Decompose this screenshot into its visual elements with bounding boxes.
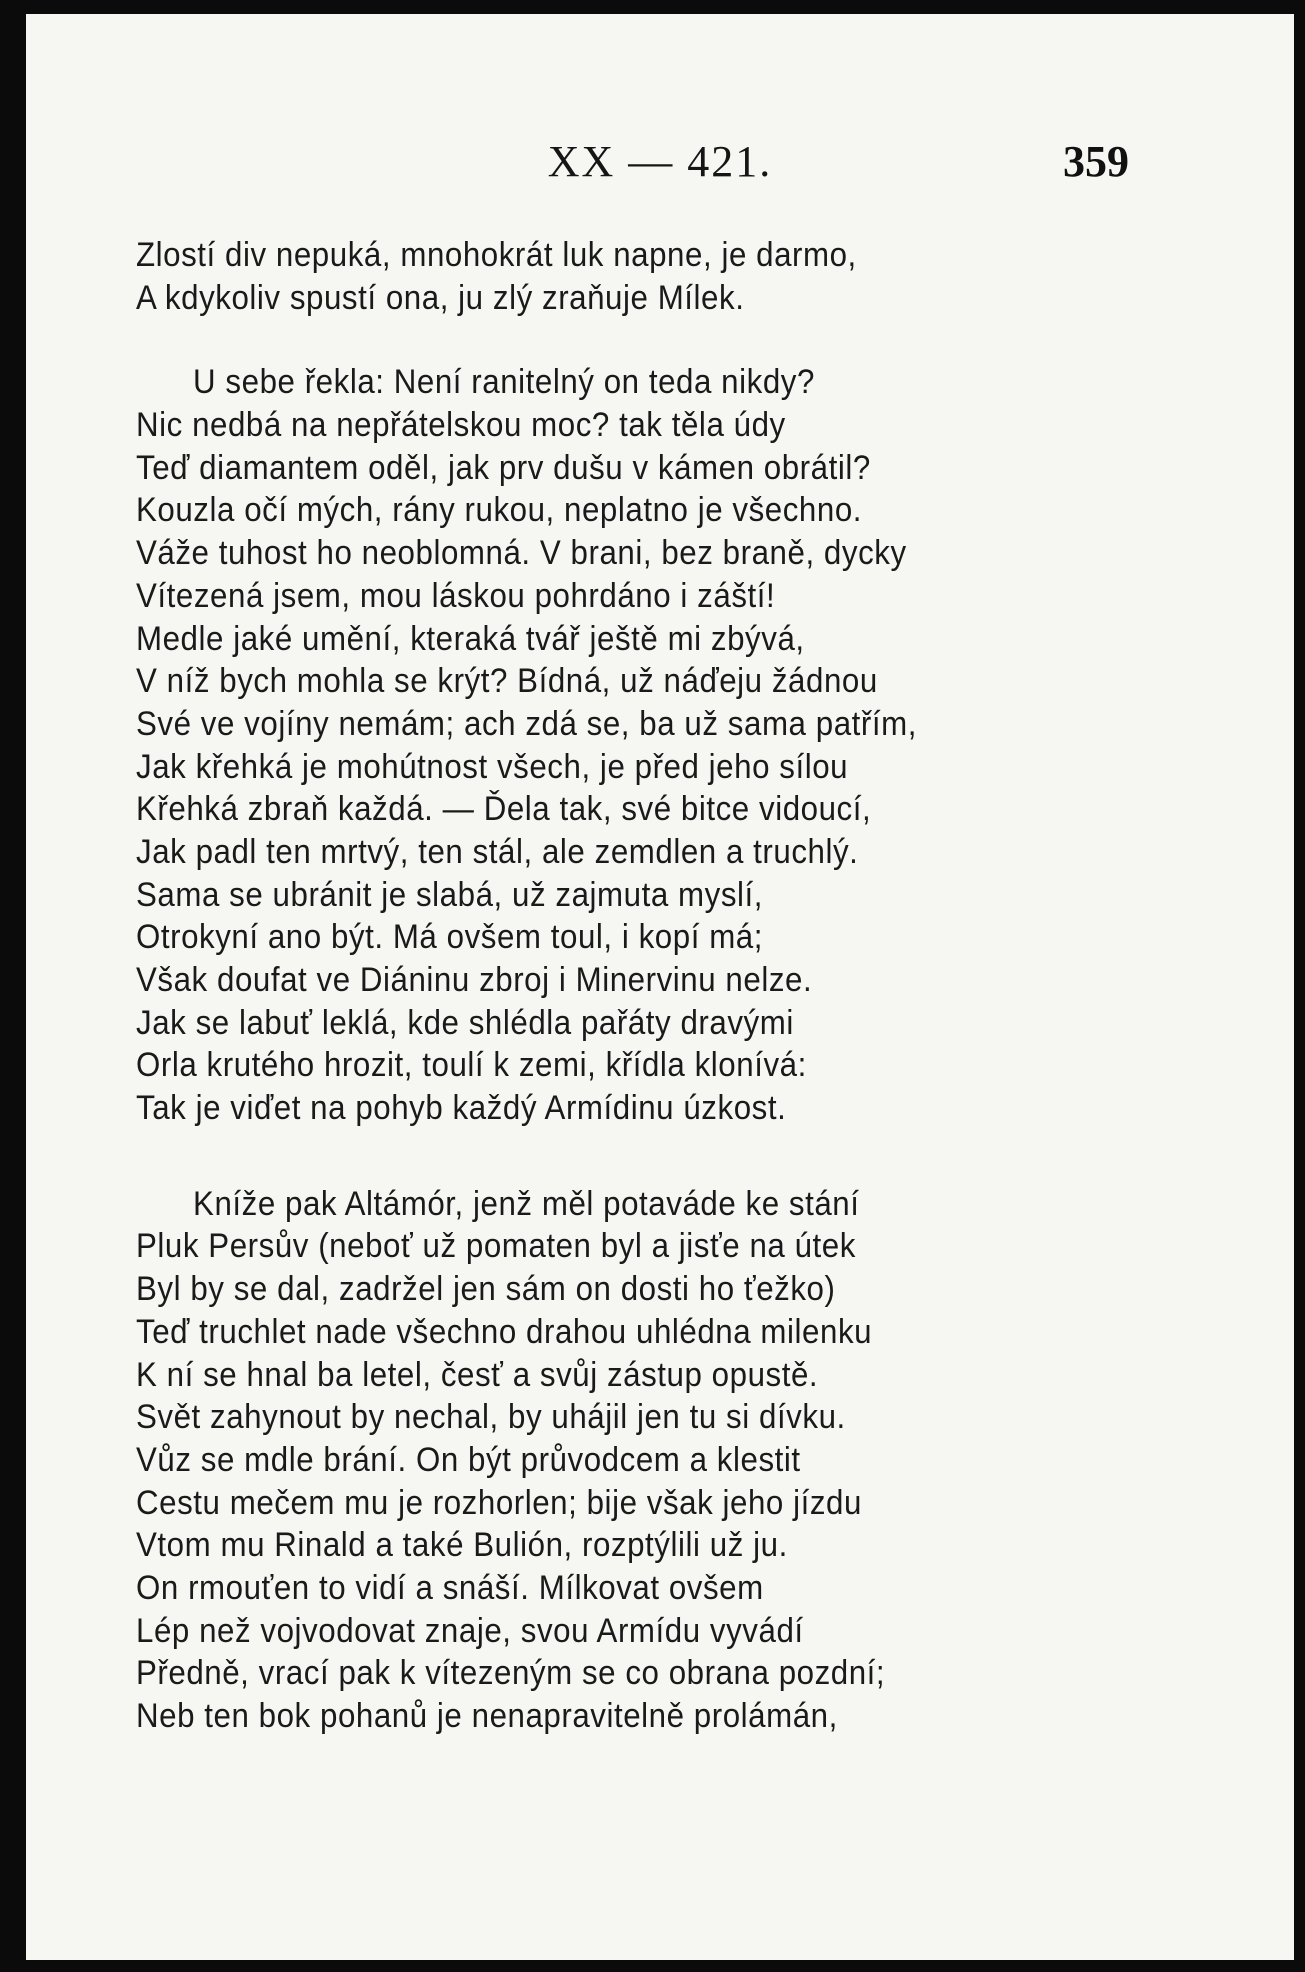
verse-line: Nic nedbá na nepřátelskou moc? tak těla údy (136, 406, 786, 445)
verse-line: V níž bych mohla se krýt? Bídná, už náďeju žádnou (136, 662, 878, 701)
stanza-3 (136, 1183, 1093, 1738)
verse-line: Neb ten bok pohanů je nenapravitelně prolámán, (136, 1697, 838, 1735)
verse-line: Kouzla očí mých, rány rukou, neplatno je všechno. (136, 491, 863, 530)
verse-line: Svět zahynout by nechal, by uhájil jen tu si dívku. (136, 1398, 846, 1437)
verse-line: Váže tuhost ho neoblomná. V brani, bez braně, dycky (136, 534, 907, 573)
verse-line: Své ve vojíny nemám; ach zdá se, ba už sama patřím, (136, 704, 917, 743)
verse-line: Medle jaké umění, kteraká tvář ještě mi zbývá, (136, 619, 805, 658)
verse-line: A kdykoliv spustí ona, ju zlý zraňuje Mílek. (136, 278, 745, 317)
verse-line: U sebe řekla: Není ranitelný on teda nikdy? (193, 363, 815, 402)
page-number: 359 (1063, 137, 1129, 186)
verse-line: Kníže pak Altámór, jenž měl potaváde ke stání (193, 1184, 860, 1223)
running-head: XX — 421. (547, 137, 773, 186)
book-page (26, 14, 1294, 1960)
verse-line: Orla krutého hrozit, toulí k zemi, křídla klonívá: (136, 1046, 807, 1085)
verse-line: Vtom mu Rinald a také Bulión, rozptýlili už ju. (136, 1526, 788, 1565)
page-header (26, 132, 1294, 192)
stanza-2 (136, 361, 1093, 1129)
verse-line: Křehká zbraň každá. — Ďela tak, své bitce vidoucí, (136, 790, 872, 829)
verse-line: Předně, vrací pak k vítezeným se co obrana pozdní; (136, 1654, 886, 1693)
verse-line: Jak padl ten mrtvý, ten stál, ale zemdlen a truchlý. (136, 832, 859, 871)
stanza-gap (136, 1130, 1093, 1183)
poem-body (136, 234, 1093, 1738)
verse-line: Jak se labuť leklá, kde shlédla pařáty dravými (136, 1003, 794, 1042)
stanza-gap (136, 319, 1093, 361)
verse-line: Lép než vojvodovat znaje, svou Armídu vyvádí (136, 1611, 804, 1650)
verse-line: Sama se ubránit je slabá, už zajmuta myslí, (136, 875, 764, 914)
verse-line: Cestu mečem mu je rozhorlen; bije však jeho jízdu (136, 1483, 862, 1522)
verse-line: Teď truchlet nade všechno drahou uhlédna milenku (136, 1312, 873, 1351)
verse-line: Vůz se mdle brání. On být průvodcem a klestit (136, 1440, 801, 1479)
stanza-1 (136, 234, 1093, 319)
verse-line: Byl by se dal, zadržel jen sám on dosti ho ťežko) (136, 1270, 836, 1309)
verse-line: Otrokyní ano být. Má ovšem toul, i kopí má; (136, 918, 763, 957)
verse-line: Vítezená jsem, mou láskou pohrdáno i záští! (136, 576, 776, 615)
verse-line: Jak křehká je mohútnost všech, je před jeho sílou (136, 747, 849, 786)
verse-line: Zlostí div nepuká, mnohokrát luk napne, je darmo, (136, 236, 857, 274)
verse-line: Však doufat ve Diáninu zbroj i Minervinu nelze. (136, 961, 813, 999)
verse-line: K ní se hnal ba letel, česť a svůj zástup opustě. (136, 1355, 819, 1394)
verse-line: Pluk Persův (neboť už pomaten byl a jisťe na útek (136, 1227, 856, 1266)
verse-line: On rmouťen to vidí a snáší. Mílkovat ovšem (136, 1568, 764, 1607)
verse-line: Tak je viďet na pohyb každý Armídinu úzkost. (136, 1089, 787, 1128)
verse-line: Teď diamantem oděl, jak prv dušu v kámen obrátil? (136, 448, 871, 487)
